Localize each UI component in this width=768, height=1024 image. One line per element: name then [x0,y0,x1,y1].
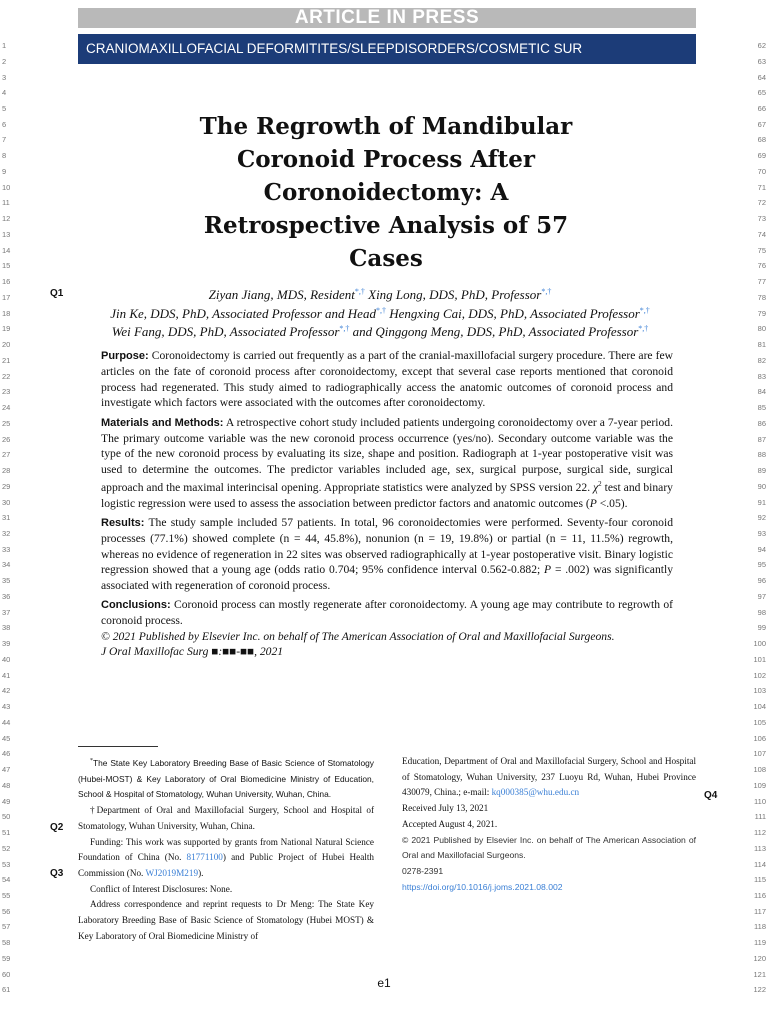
line-number: 10 [2,182,11,192]
line-number: 90 [757,481,766,491]
conclusions-text: Coronoid process can mostly regenerate after coronoidectomy. A young age may contribute to regrowth of coronoid process. [101,597,673,628]
author-name: Qinggong Meng, DDS, PhD, Associated Professor [375,324,639,340]
chi-symbol: χ [593,481,599,495]
author-name: Jin Ke, DDS, PhD, Associated Professor and Head [110,305,376,321]
journal-citation: J Oral Maxillofac Surg ■:■■-■■, 2021 [101,645,284,659]
line-number: 7 [2,135,7,145]
title-line: Retrospective Analysis of 57 [203,212,569,239]
line-number: 36 [2,591,11,601]
accepted-date: Accepted August 4, 2021. [402,818,498,829]
line-number: 107 [753,749,766,759]
abstract-copyright: © 2021 Published by Elsevier Inc. on behalf of The American Association of Oral and Maxillofacial Surgeons. [101,629,615,643]
line-number: 65 [757,88,766,98]
results-text: The study sample included 57 patients. In total, 96 coronoidectomies were performed. Seventy-four coronoid processes (77.1%) showed complete (n = 44, 45.8%), nonunion (n = 19, 19.8%) or partial (n = 11, 11.5%) regrowth, whereas no evidence of regeneration in 22 sites was observed radiographically at 1-year postoperative visit. Binary logistic regression showed that a young age (odds ratio 0.704; 95% confidence interval 0.562-0.882; [101,515,673,577]
footnotes-right-column [402,754,696,895]
line-number: 56 [2,906,11,916]
line-number: 26 [2,434,11,444]
line-number: 34 [2,560,11,570]
line-number: 109 [753,780,766,790]
line-number: 55 [2,891,11,900]
line-number: 72 [757,198,766,208]
affiliation-link[interactable]: *,† [339,324,350,334]
page-number: e1 [377,976,391,990]
funding-footnote [78,835,374,882]
line-number: 25 [2,418,11,428]
line-number: 102 [753,670,766,680]
line-number: 19 [2,324,11,334]
line-number: 68 [757,135,766,145]
query-mark-q2[interactable]: Q2 [50,822,64,833]
line-number: 110 [754,796,766,806]
line-number: 18 [2,308,11,318]
line-number: 57 [2,922,11,932]
line-number: 14 [2,245,11,255]
author-line [60,321,700,340]
abstract-methods [101,415,673,511]
line-number: 87 [757,434,766,444]
line-number: 42 [2,686,11,696]
purpose-text: Coronoidectomy is carried out frequently as a part of the cranial-maxillofacial surgery procedure. There are few articles on the fate of coronoid process after coronoidectomy, except that several case reports mentioned that coronoid process had regenerated. This study aimed to radiographically access the anatomic outcomes of coronoid process and investigate which factors were associated with the outcomes after coronoidectomy. [101,349,673,410]
line-number: 50 [2,812,11,822]
chi-exponent: 2 [598,480,602,489]
funding-text: Funding: This work was supported by grants from National Natural Science Foundation of China (No. [78,836,374,863]
line-number: 32 [2,528,11,538]
purpose-label: Purpose: [101,350,149,362]
query-mark-q4[interactable]: Q4 [704,790,718,801]
line-number: 120 [753,953,766,963]
line-number: 108 [753,765,766,774]
line-number: 1 [2,41,7,50]
line-number: 101 [753,654,766,664]
line-number: 92 [757,513,766,523]
line-number: 73 [757,214,766,224]
line-number: 3 [2,72,7,82]
grant-link[interactable]: WJ2019M219 [145,867,199,878]
line-number: 60 [2,969,11,979]
conclusions-label: Conclusions: [101,598,171,611]
footnote-star: * [90,758,93,764]
query-mark-q1[interactable]: Q1 [50,288,64,299]
line-number: 115 [754,875,766,885]
line-number: 88 [757,450,766,460]
line-number: 54 [2,875,11,885]
query-mark-q3[interactable]: Q3 [50,868,64,879]
line-number: 105 [753,717,766,727]
line-number: 77 [757,277,766,287]
line-number: 99 [757,623,766,633]
line-number: 45 [2,733,11,743]
abstract-conclusions [101,597,673,629]
line-number: 28 [2,466,11,475]
line-number: 35 [2,576,11,586]
line-number: 98 [757,607,766,617]
line-number: 66 [757,104,766,113]
received-date: Received July 13, 2021 [402,803,489,814]
author-name: Xing Long, DDS, PhD, Professor [368,287,542,302]
line-number: 111 [754,812,766,822]
line-number: 71 [757,182,766,192]
line-number: 96 [757,576,766,586]
line-number: 17 [2,292,11,302]
line-number: 103 [753,686,766,696]
p-symbol: P [589,496,597,510]
line-number: 39 [2,639,11,649]
line-number: 58 [2,938,11,948]
author-name: Hengxing Cai, DDS, PhD, Associated Professor [389,305,640,321]
line-number: 8 [2,151,7,161]
line-number: 13 [2,229,11,239]
line-number: 40 [2,654,11,664]
line-number: 21 [2,355,11,365]
affiliation-text: The State Key Laboratory Breeding Base of Basic Science of Stomatology (Hubei-MOST) & Key Laboratory of Oral Biomedicine Ministry of Education, School & Hospital of Stomatology, Wuhan University, Wuhan, China. [78,758,374,800]
line-number: 114 [754,859,766,869]
email-link[interactable]: kq000385@whu.edu.cn [491,787,580,798]
line-number: 112 [754,828,766,837]
line-number: 75 [757,245,766,255]
article-in-press-banner: ARTICLE IN PRESS [78,8,696,28]
line-number: 27 [2,450,11,460]
line-number: 79 [757,308,766,318]
affiliation-link[interactable]: *,† [354,287,365,296]
affiliation-footnote [78,754,374,803]
abstract-results [101,515,673,593]
line-number: 29 [2,481,11,491]
journal-section-bar: CRANIOMAXILLOFACIAL DEFORMITITES/SLEEPDISORDERS/COSMETIC SUR [78,34,696,64]
line-number: 31 [2,513,11,523]
line-number: 9 [2,166,7,176]
line-number: 83 [757,371,766,381]
line-number: 30 [2,497,11,507]
line-number: 22 [2,371,11,381]
footnote-copyright: © 2021 Published by Elsevier Inc. on behalf of The American Association of Oral and Maxillofacial Surgeons. [402,834,696,861]
title-line: Coronoidectomy: A [263,179,509,206]
line-number: 106 [753,733,766,743]
line-number: 64 [757,72,766,82]
line-number: 23 [2,387,11,397]
line-number: 63 [757,56,766,66]
line-number: 95 [757,560,766,570]
line-number: 52 [2,843,11,853]
affiliation-link[interactable]: *,† [638,324,649,334]
author-conjunction: and [352,324,373,340]
line-number: 121 [753,969,766,979]
address-text: Education, Department of Oral and Maxillofacial Surgery, School and Hospital of Stomatology, Wuhan University, 237 Luoyu Rd, Wuhan, Hubei Province 430079, China.; e-mail: [402,756,696,798]
line-number: 33 [2,544,11,554]
line-number: 76 [757,261,766,271]
line-number: 93 [757,528,766,538]
line-number: 94 [757,544,766,554]
funding-text: ). [198,867,204,878]
line-number: 117 [754,906,766,916]
title-line: Cases [349,245,423,272]
issn: 0278-2391 [402,865,444,876]
department-footnote: †Department of Oral and Maxillofacial Surgery, School and Hospital of Stomatology, Wuhan University, Wuhan, China. [78,805,374,831]
line-number: 85 [757,403,766,412]
address-continued [402,754,696,801]
line-number: 104 [753,702,766,712]
line-number: 113 [754,843,766,853]
line-number: 16 [2,277,11,287]
line-number: 61 [2,985,11,995]
line-number: 69 [757,151,766,161]
line-number: 51 [2,828,11,837]
address-footnote: Address correspondence and reprint requests to Dr Meng: The State Key Laboratory Breeding Base of Basic Science of Stomatology (Hubei MOST) & Key Laboratory of Oral Biomedicine Ministry of [78,899,374,941]
line-number: 48 [2,780,11,790]
line-number: 81 [757,340,766,350]
abstract-purpose [101,348,673,411]
line-number: 97 [757,591,766,601]
author-name: Wei Fang, DDS, PhD, Associated Professor [111,324,340,340]
line-number: 53 [2,859,11,869]
line-number: 44 [2,717,11,727]
line-number: 2 [2,56,7,66]
line-number: 15 [2,261,11,271]
methods-text: <.05). [599,496,628,510]
funding-text: ) and Public Project of Hubei Health Commission (No. [78,852,374,878]
line-number: 5 [2,104,7,113]
line-number: 122 [753,985,766,995]
line-number: 46 [2,749,11,759]
line-number: 119 [754,938,766,948]
grant-link[interactable]: 81771100 [186,852,223,863]
title-line: Coronoid Process After [236,146,535,173]
affiliation-link[interactable]: *,† [639,305,650,315]
footnotes-left-column [78,754,374,945]
results-text: = .002) was significantly associated with regeneration of coronoid process. [101,563,673,592]
line-number: 100 [753,639,766,649]
conflict-footnote: Conflict of Interest Disclosures: None. [90,883,233,894]
doi-link[interactable]: https://doi.org/10.1016/j.joms.2021.08.002 [402,881,563,892]
methods-label: Materials and Methods: [101,416,224,429]
line-number: 38 [2,623,11,633]
line-number: 74 [757,229,766,239]
line-number: 47 [2,765,11,774]
line-number: 59 [2,953,11,963]
affiliation-link[interactable]: *,† [375,305,386,315]
p-symbol: P [544,563,552,577]
line-number: 78 [757,292,766,302]
line-number: 41 [2,670,11,680]
line-number: 91 [757,497,766,507]
line-number: 116 [754,891,766,900]
article-title [168,110,604,275]
methods-text: A retrospective cohort study included patients undergoing coronoidectomy over a 7-year period. The primary outcome variable was the new coronoid process occurrence (yes/no). Secondary outcome variable was the type of the new coronoid process by evaluating its size, shape and position. Radiograph at 1-year postoperative visit was used to determine the outcomes. The predictor variables included age, sex, surgical purpose, surgical side, surgical approach and the maximal interincisal opening. Appropriate statistics were analyzed by SPSS version 22. [101,415,673,495]
line-number: 82 [757,355,766,365]
methods-text: test and binary logistic regression were used to assess the association between predictor factors and anatomic outcomes ( [101,481,673,510]
title-line: The Regrowth of Mandibular [199,113,573,140]
line-number: 80 [757,324,766,334]
line-number: 49 [2,796,11,806]
line-number: 67 [757,119,766,129]
line-number: 11 [2,198,10,208]
line-number: 20 [2,340,11,350]
results-label: Results: [101,516,145,529]
line-number: 37 [2,607,11,617]
author-list [60,284,700,340]
affiliation-link[interactable]: *,† [541,287,552,296]
author-line [60,303,700,322]
line-number: 24 [2,403,11,412]
line-number: 86 [757,418,766,428]
abstract [101,348,673,660]
line-number: 4 [2,88,7,98]
line-number: 43 [2,702,11,712]
line-number: 118 [754,922,766,932]
line-number: 12 [2,214,11,224]
line-number: 89 [757,466,766,475]
line-number: 70 [757,166,766,176]
line-number: 62 [757,41,766,50]
author-line [60,284,700,303]
footnote-rule [78,746,158,747]
author-name: Ziyan Jiang, MDS, Resident [208,287,355,302]
line-number: 6 [2,119,7,129]
line-number: 84 [757,387,766,397]
